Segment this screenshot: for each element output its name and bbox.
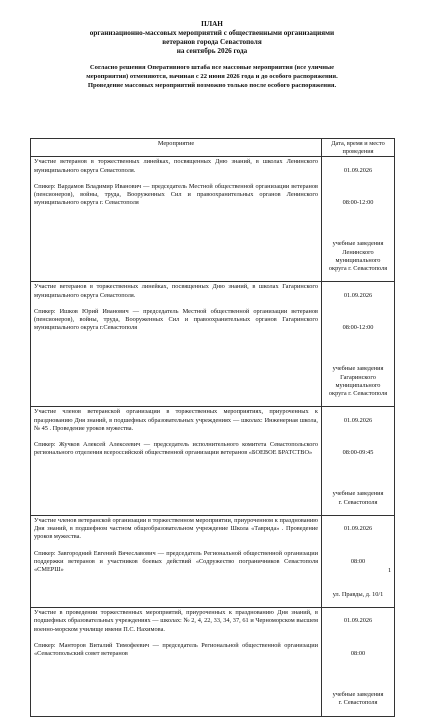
- event-date: 01.09.2026: [343, 525, 373, 533]
- event-time: 08:00: [350, 650, 366, 658]
- event-cell: [31, 282, 322, 407]
- event-speaker: Спикер: Ишков Юрий Иванович — председатель Местной общественной организации ветеранов (пенсионеров), войны, труда, Вооруженных Сил и правоохранительных органов Гагаринского муниципального округа г.Севастополя: [34, 308, 318, 332]
- table-header-row: [31, 139, 395, 157]
- event-description: Участие ветеранов в торжественных линейках, посвященных Дню знаний, в школах Ленинского муниципального округа Севастополя.: [34, 158, 318, 174]
- header-event: Мероприятие: [31, 139, 322, 157]
- table-row: [31, 157, 395, 282]
- event-time: 08:00-12:00: [342, 199, 374, 207]
- date-place-cell: [322, 407, 395, 516]
- event-speaker: Спикер: Манторов Виталий Тимофеевич — председатель Региональной общественной организации «Севастопольский совет ветеранов: [34, 642, 318, 658]
- event-time: 08:00-09:45: [342, 449, 374, 457]
- date-place-cell: [322, 282, 395, 407]
- table-row: [31, 282, 395, 407]
- event-description: Участие ветеранов в торжественных линейках, посвященных Дню знаний, в школах Гагаринского муниципального округа Севастополя.: [34, 283, 318, 299]
- event-date: 01.09.2026: [343, 416, 373, 424]
- event-time: 08:00-12:00: [342, 324, 374, 332]
- event-cell: [31, 157, 322, 282]
- event-date: 01.09.2026: [343, 166, 373, 174]
- events-table: [30, 138, 395, 717]
- event-place: ул. Правды, д. 10/1: [332, 590, 384, 598]
- event-speaker: Спикер: Вардамов Владимир Иванович — председатель Местной общественной организации ветеранов (пенсионеров), войны, труда, Вооруженных Сил и правоохранительных органов Ленинского муниципального округа г. Севастополя: [34, 183, 318, 207]
- table-row: [31, 608, 395, 717]
- event-place: учебные заведения г. Севастополя: [332, 691, 384, 707]
- event-description: Участие в проведении торжественных мероприятий, приуроченных к празднованию Дня знаний, в подшефных образовательных учреждениях — школах: № 2, 4, 22, 33, 34, 37, 61 и Черноморском высшем военно-морском училище имени П.С. Нахимова.: [34, 609, 318, 633]
- event-description: Участие членов ветеранской организации в торжественных мероприятиях, приуроченных к празднованию Дня знаний, в подшефных образовательных учреждениях — школах: Инженерная школа, № 45 . Проведение уроков мужества.: [34, 408, 318, 432]
- header-date-place: Дата, время и место проведения: [322, 139, 395, 157]
- date-place-cell: [322, 608, 395, 717]
- event-cell: [31, 516, 322, 608]
- event-date: 01.09.2026: [343, 617, 373, 625]
- event-speaker: Спикер: Жучков Алексей Алексеевич — председатель исполнительного комитета Севастопольского регионального отделения всероссийской общественной организации ветеранов «БОЕВОЕ БРАТСТВО»: [34, 441, 318, 457]
- page-number: 1: [388, 567, 392, 574]
- event-date: 01.09.2026: [343, 291, 373, 299]
- event-place: учебные заведения г. Севастополя: [332, 490, 384, 506]
- plan-title: ПЛАН: [201, 20, 223, 28]
- table-row: [31, 516, 395, 608]
- plan-subtitle-line-1: организационно-массовых мероприятий с общественными организациями: [89, 29, 335, 38]
- event-speaker: Спикер: Завгородний Евгений Вячеславович — председатель Региональной общественной организации поддержки ветеранов и участников боевых действий «Содружество пограничников Севастополя «СМЕРШ»: [34, 549, 318, 574]
- event-place: учебные заведения Ленинского муниципального округа г. Севастополя: [328, 240, 388, 272]
- date-place-cell: [322, 157, 395, 282]
- event-description: Участие членов ветеранской организации в торжественном мероприятии, приуроченном к празднованию Дня знаний, в подшефном частном общеобразовательном учреждение Школа «Таврида» . Проведение уроков мужества.: [34, 517, 318, 541]
- event-time: 08:00: [350, 558, 366, 565]
- event-place: учебные заведения Гагаринского муниципального округа г. Севастополя: [328, 365, 388, 397]
- event-cell: [31, 407, 322, 516]
- notice-line-3: Проведение массовых мероприятий возможно только после особого распоряжения.: [87, 82, 337, 90]
- document-header: [30, 20, 394, 56]
- table-row: [31, 407, 395, 516]
- plan-subtitle-line-2: ветеранов города Севастополя: [162, 38, 262, 47]
- notice-line-2: мероприятия) отменяются, начиная с 22 июня 2026 года и до особого распоряжения.: [86, 73, 338, 81]
- notice-line-1: Согласно решения Оперативного штаба все массовые мероприятия (все уличные: [89, 64, 335, 71]
- date-place-cell: [322, 516, 395, 608]
- cancellation-notice: [30, 63, 394, 90]
- event-cell: [31, 608, 322, 717]
- plan-period: на сентябрь 2026 года: [176, 47, 248, 56]
